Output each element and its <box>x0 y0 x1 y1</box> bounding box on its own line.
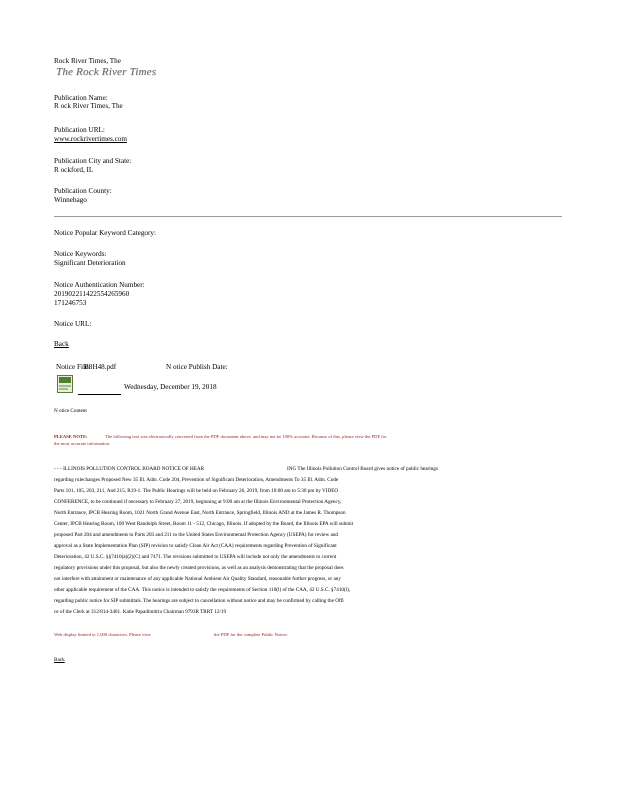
notice-body-line: approval as a State Implementation Plan (SIP) revision to satisfy Clean Air Act (CAA) requirements regarding Prevention of Significant <box>54 543 337 549</box>
footer-note-part-2: the PDF for the complete Public Notice. <box>214 632 288 637</box>
footer-back-link[interactable]: Back <box>54 657 65 663</box>
footer-note-part-1: Web display limited to 1,000 characters. Please view <box>54 632 151 637</box>
notice-body-line: CONFERENCE, to be continued if necessary to February 27, 2019, beginning at 9:00 am at the Illinois Environmental Protection Agency, <box>54 499 342 505</box>
publication-city-label: Publication City and State: <box>54 157 132 165</box>
notice-body-line: other applicable requirement of the CAA. This notice is intended to satisfy the requirements of Section 110(l) of the CAA, 42 U.S.C. §7410(l), <box>54 587 351 593</box>
notice-body-line: ING The Illinois Pollution Control Board gives notice of public hearings <box>287 466 438 472</box>
please-note-label: PLEASE NOTE: <box>54 434 88 439</box>
publication-url-link[interactable]: www.rockrivertimes.com <box>54 135 127 143</box>
notice-auth-label: Notice Authentication Number: <box>54 281 145 289</box>
publication-name-label: Publication Name: <box>54 94 108 102</box>
publication-url-label: Publication URL: <box>54 126 105 134</box>
notice-content-label: N otice Content <box>54 408 87 414</box>
section-divider <box>54 216 562 217</box>
notice-body-line: proposed Part 204 and amendments to Parts 203 and 211 to the United States Environmental Protection Agency (USEPA) for review and <box>54 532 339 538</box>
please-note-line-1: The following text was electronically converted from the PDF document above, and may not be 100% accurate. Because of this, please view the PDF for <box>105 434 387 439</box>
notice-body-line: Deterioration, 42 U.S.C. §§7410(a)(2)(C) and 7471. The revisions submitted to USEPA will include not only the amendments to current <box>54 554 337 560</box>
notice-publish-date-label: N otice Publish Date: <box>166 363 228 371</box>
notice-url-label: Notice URL: <box>54 320 92 328</box>
notice-publish-date-value: Wednesday, December 19, 2018 <box>124 383 217 391</box>
notice-body-line: North Entrance, IPCB Hearing Room, 1021 North Grand Avenue East, North Entrance, Springfield, Illinois AND at the James R. Thompson <box>54 510 346 516</box>
notice-auth-value-1: 201902211422554265960 <box>54 290 130 298</box>
notice-keywords-value: Significant Deterioration <box>54 259 126 267</box>
notice-body-line: regarding rulechanges Proposed New 35 Ill. Adm. Code 204, Prevention of Significant Deterioration, Amendments To 35 Ill. Adm. Code <box>54 477 339 483</box>
notice-body-line: Center, IPCB Hearing Room, 100 West Randolph Street, Room 11 - 512, Chicago, Illinois. If adopted by the Board, the Illinois EPA will submit <box>54 521 354 527</box>
publication-county-value: Winnebago <box>54 196 87 204</box>
notice-category-label: Notice Popular Keyword Category: <box>54 229 156 237</box>
notice-body-line: Parts 101, 105, 203, 211, And 215, R19-1. The Public Hearings will be held on February 26, 2019, from 10:00 am to 5:30 pm by VIDEO <box>54 488 339 494</box>
publisher-name: Rock River Times, The <box>54 57 121 65</box>
back-link[interactable]: Back <box>54 340 69 348</box>
notice-body-line: regulatory provisions under this proposal, but also the newly created provisions, as well as an analysis demonstrating that the proposal does <box>54 565 344 571</box>
notice-keywords-label: Notice Keywords: <box>54 250 107 258</box>
publication-city-value: R ockford, IL <box>54 166 94 174</box>
notice-body-line: ce of the Clerk at 312/814-3461. Katie Papadimitriu Chairman 9793R TRRT 12/19 <box>54 609 227 615</box>
notice-body-line: not interfere with attainment or maintenance of any applicable National Ambient Air Quality Standard, reasonable further progress, or any <box>54 576 341 582</box>
publication-logo: The Rock River Times <box>56 66 157 78</box>
publication-county-label: Publication County: <box>54 187 112 195</box>
notice-body-line: regarding public notice for SIP submittals. The hearings are subject to cancellation without notice and may be confirmed by calling the Offi <box>54 598 344 604</box>
notice-file-label: Notice File: <box>56 363 91 371</box>
pdf-link-underline[interactable] <box>78 394 121 395</box>
notice-body-line: - - - ILLINOIS POLLUTION CONTROL BOARD NOTICE OF HEAR <box>54 466 205 472</box>
pdf-file-icon[interactable] <box>57 375 73 393</box>
notice-auth-value-2: 171246753 <box>54 299 87 307</box>
notice-file-name: B8H48.pdf <box>84 363 117 371</box>
please-note-line-2: the most accurate information. <box>54 441 111 446</box>
publication-name-value: R ock River Times, The <box>54 102 123 110</box>
